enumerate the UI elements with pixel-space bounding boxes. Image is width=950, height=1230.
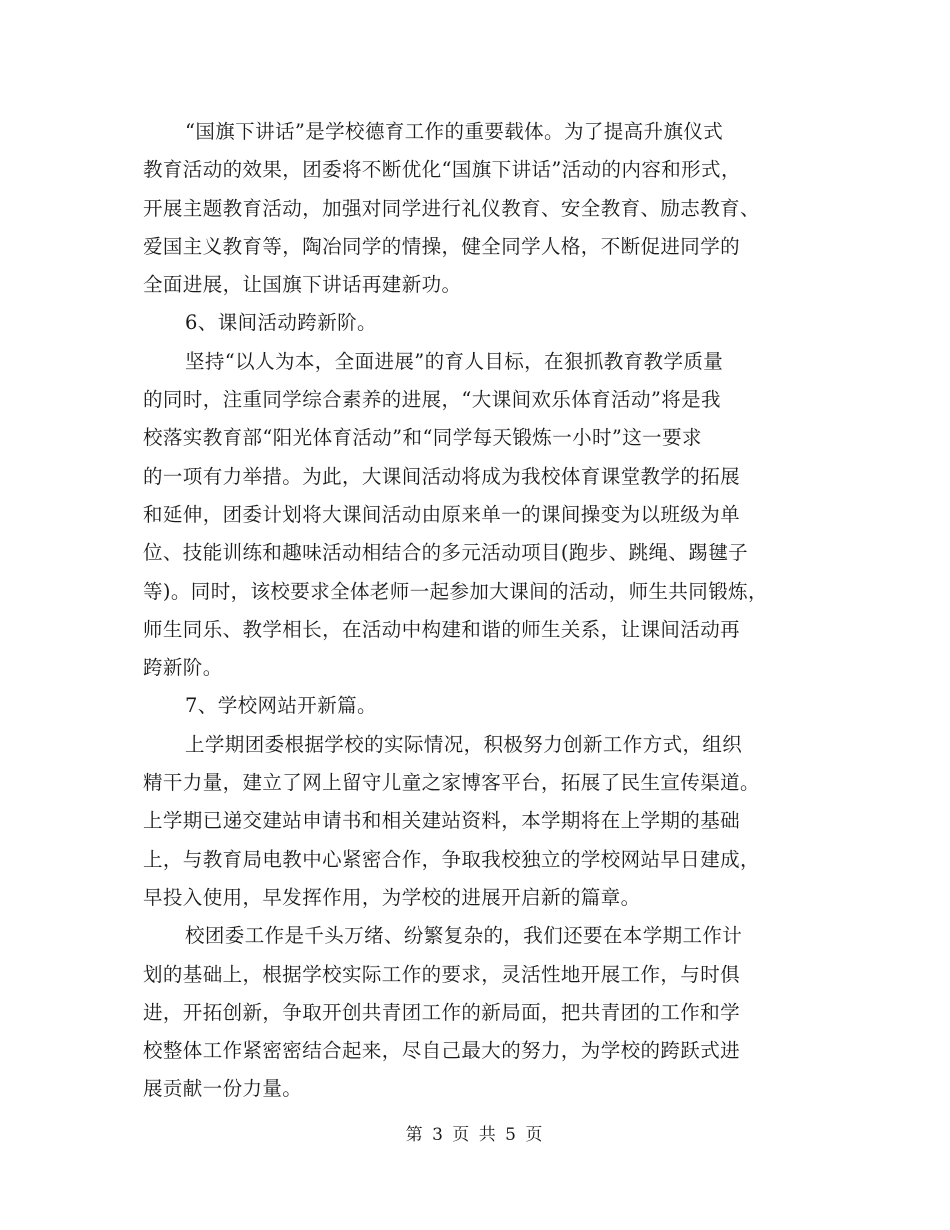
page-number: 第 3 页 共 5 页: [405, 1125, 545, 1145]
paragraph-line: 进，开拓创新，争取开创共青团工作的新局面，把共青团的工作和学: [143, 1000, 741, 1024]
paragraph-line: 精干力量，建立了网上留守儿童之家博客平台，拓展了民生宣传渠道。: [143, 771, 760, 795]
paragraph-line: 划的基础上，根据学校实际工作的要求，灵活性地开展工作，与时俱: [143, 962, 741, 986]
paragraph-line: 校整体工作紧密密结合起来，尽自己最大的努力，为学校的跨跃式进: [143, 1039, 741, 1063]
paragraph-line: 校团委工作是千头万绪、纷繁复杂的，我们还要在本学期工作计: [185, 924, 743, 948]
paragraph-line: 位、技能训练和趣味活动相结合的多元活动项目(跑步、跳绳、踢毽子: [143, 541, 749, 565]
paragraph-line: 上，与教育局电教中心紧密合作，争取我校独立的学校网站早日建成，: [143, 847, 760, 871]
paragraph-line: 跨新阶。: [143, 656, 223, 680]
document-body: [143, 113, 823, 1109]
paragraph-line: 开展主题教育活动，加强对同学进行礼仪教育、安全教育、励志教育、: [143, 196, 760, 220]
paragraph-line: 上学期已递交建站申请书和相关建站资料，本学期将在上学期的基础: [143, 809, 741, 833]
paragraph-line: 的一项有力举措。为此，大课间活动将成为我校体育课堂教学的拓展: [143, 464, 741, 488]
paragraph-line: “国旗下讲话”是学校德育工作的重要载体。为了提高升旗仪式: [185, 120, 724, 143]
paragraph-line: 教育活动的效果，团委将不断优化“国旗下讲话”活动的内容和形式，: [143, 158, 741, 182]
paragraph-line: 师生同乐、教学相长，在活动中构建和谐的师生关系，让课间活动再: [143, 617, 741, 641]
paragraph-line: 全面进展，让国旗下讲话再建新功。: [143, 273, 462, 297]
paragraph-line: 的同时，注重同学综合素养的进展，“大课间欢乐体育活动”将是我: [143, 388, 721, 412]
paragraph-line: 爱国主义教育等，陶冶同学的情操，健全同学人格，不断促进同学的: [143, 234, 741, 258]
paragraph-line: 和延伸，团委计划将大课间活动由原来单一的课间操变为以班级为单: [143, 502, 741, 526]
section-heading: 6、课间活动跨新阶。: [185, 311, 377, 335]
paragraph-line: 展贡献一份力量。: [143, 1077, 303, 1101]
paragraph-line: 坚持“以人为本，全面进展”的育人目标，在狠抓教育教学质量: [185, 349, 724, 373]
paragraph-line: 上学期团委根据学校的实际情况，积极努力创新工作方式，组织: [185, 732, 743, 756]
section-heading: 7、学校网站开新篇。: [185, 694, 377, 718]
paragraph-line: 早投入使用，早发挥作用，为学校的进展开启新的篇章。: [143, 885, 641, 909]
paragraph-line: 校落实教育部“阳光体育活动”和“同学每天锻炼一小时”这一要求: [143, 426, 702, 450]
paragraph-line: 等)。同时，该校要求全体老师一起参加大课间的活动，师生共同锻炼，: [143, 579, 768, 603]
